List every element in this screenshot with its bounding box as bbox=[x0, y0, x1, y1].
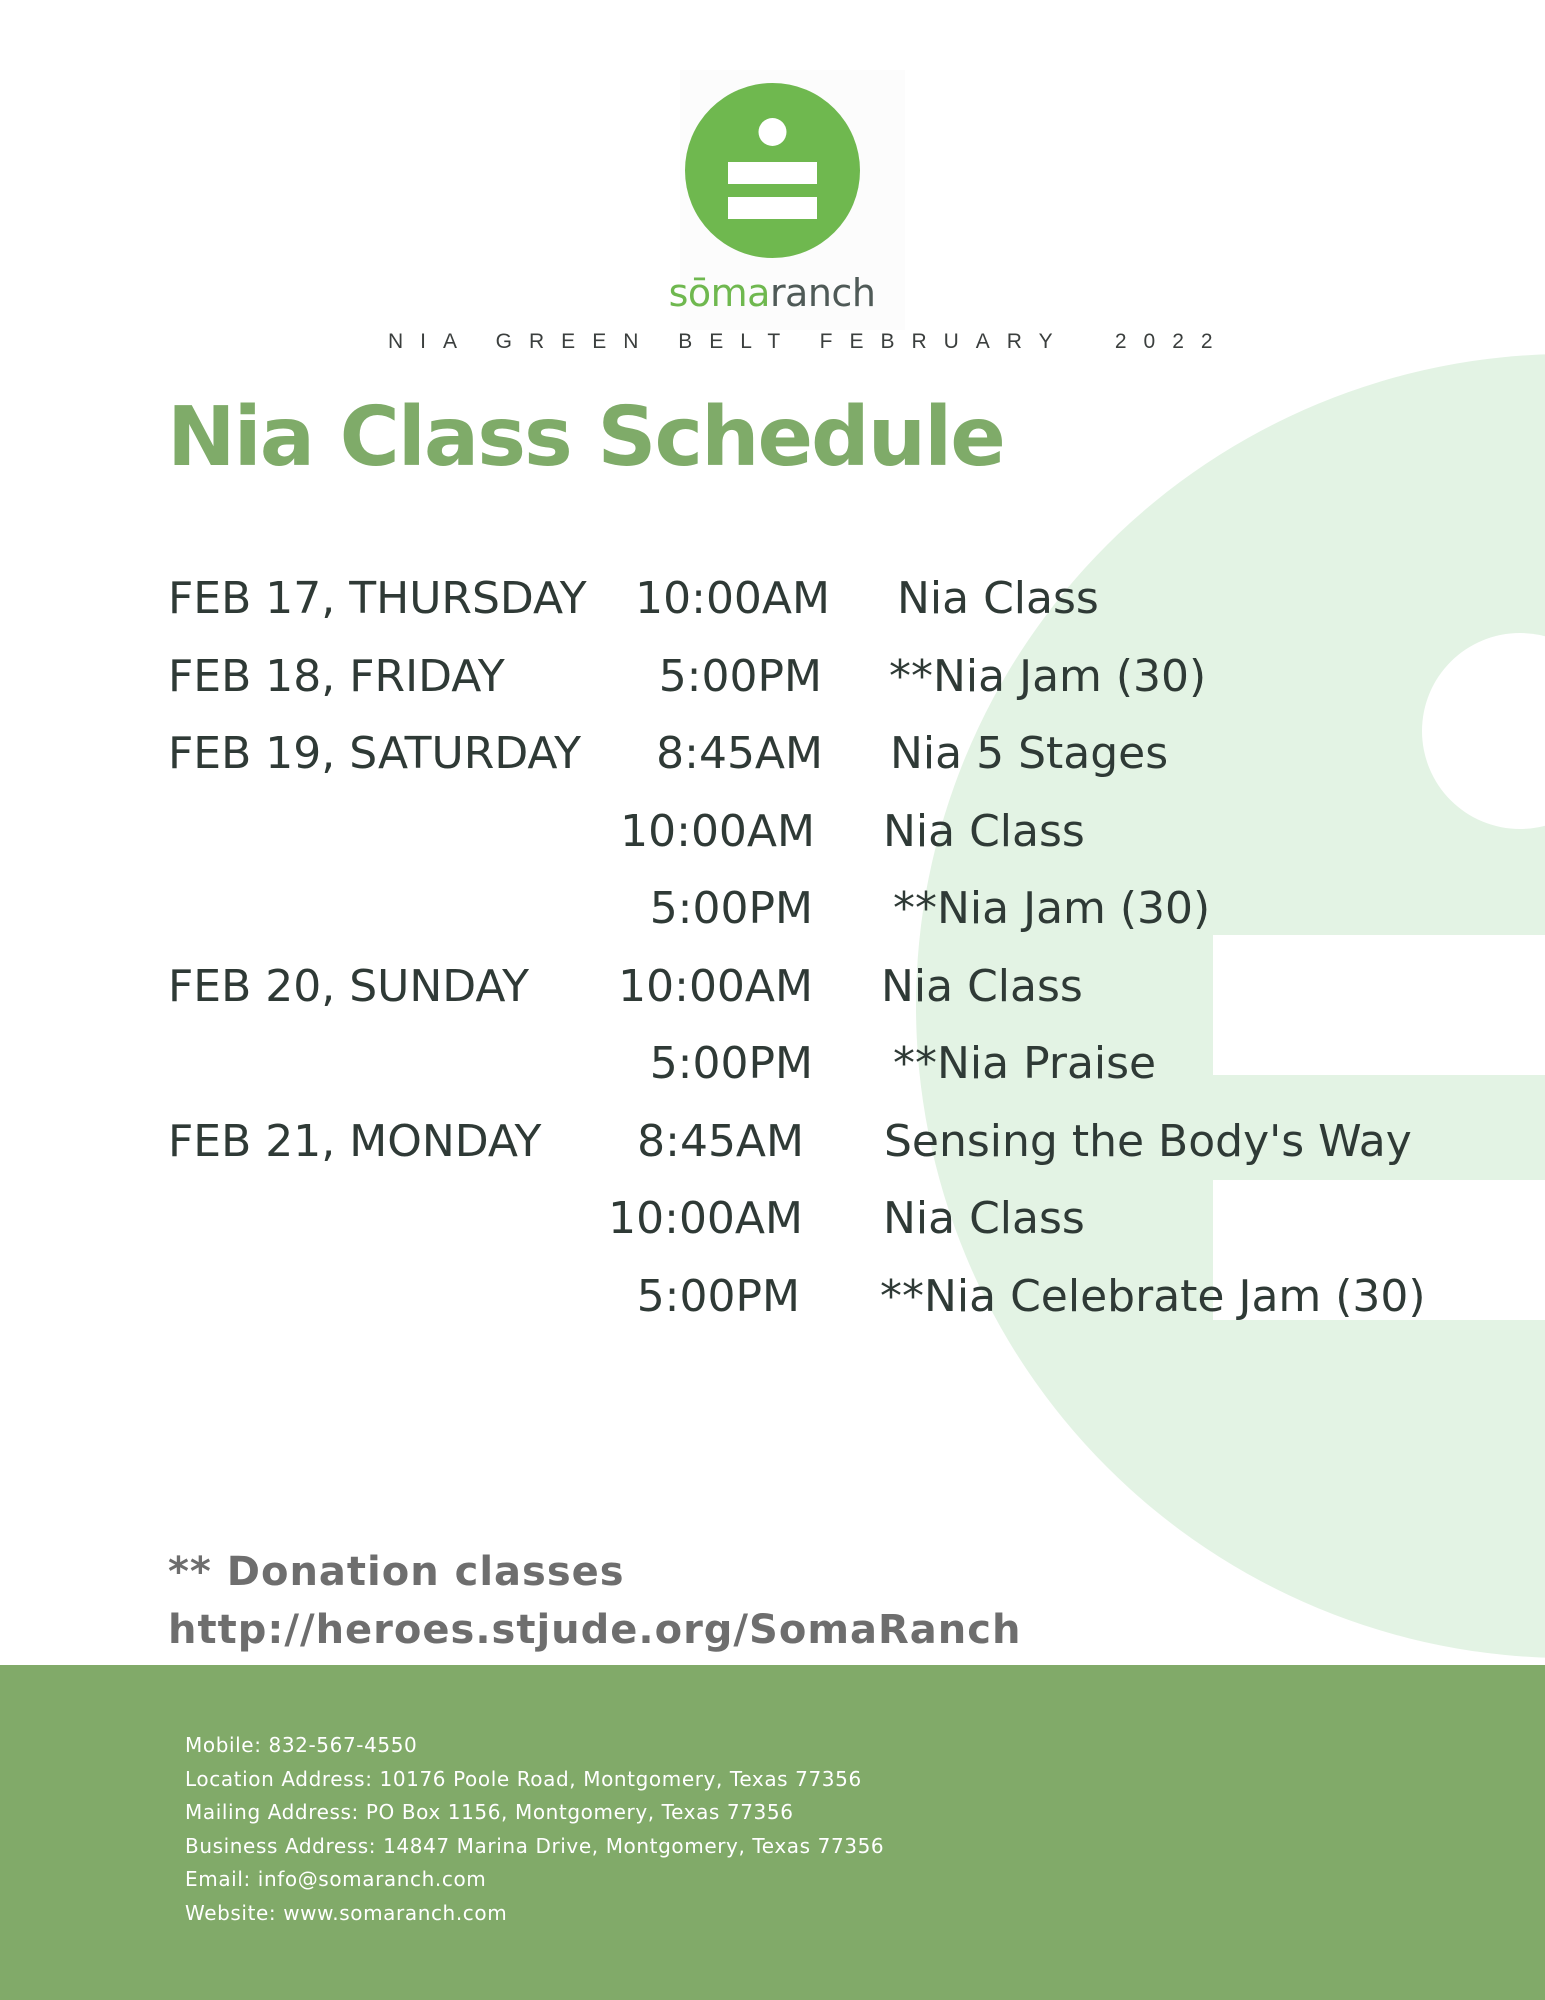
brand-name-soma: sōma bbox=[668, 271, 770, 315]
donation-label: ** Donation classes bbox=[168, 1549, 625, 1595]
schedule-class: **Nia Celebrate Jam (30) bbox=[880, 1271, 1426, 1322]
brand-wordmark bbox=[662, 268, 882, 318]
schedule-row bbox=[0, 564, 1545, 634]
schedule-row bbox=[0, 1262, 1545, 1332]
schedule-time: 5:00PM bbox=[636, 1271, 800, 1322]
schedule-day: FEB 21, MONDAY bbox=[168, 1116, 542, 1167]
schedule-time: 5:00PM bbox=[658, 651, 822, 702]
schedule-class: Nia 5 Stages bbox=[890, 728, 1169, 779]
brand-name-ranch: ranch bbox=[769, 271, 876, 315]
donation-note bbox=[168, 1543, 1021, 1659]
schedule-row bbox=[0, 797, 1545, 867]
contact-business-address: Business Address: 14847 Marina Drive, Montgomery, Texas 77356 bbox=[185, 1833, 885, 1858]
schedule-time: 10:00AM bbox=[635, 573, 830, 624]
schedule-class: Nia Class bbox=[881, 961, 1083, 1012]
schedule-class: **Nia Jam (30) bbox=[893, 883, 1211, 934]
schedule-class: Nia Class bbox=[897, 573, 1099, 624]
schedule-time: 8:45AM bbox=[656, 728, 823, 779]
schedule-class: Sensing the Body's Way bbox=[884, 1116, 1412, 1167]
contact-mobile: Mobile: 832-567-4550 bbox=[185, 1733, 418, 1757]
schedule-time: 10:00AM bbox=[618, 961, 813, 1012]
schedule-time: 5:00PM bbox=[649, 883, 813, 934]
schedule-row bbox=[0, 1029, 1545, 1099]
schedule-row bbox=[0, 1184, 1545, 1254]
schedule-class: Nia Class bbox=[883, 1193, 1085, 1244]
schedule-day: FEB 17, THURSDAY bbox=[168, 573, 587, 624]
soma-ranch-logo-icon bbox=[685, 83, 860, 258]
schedule-row bbox=[0, 874, 1545, 944]
schedule-row bbox=[0, 642, 1545, 712]
schedule-time: 8:45AM bbox=[637, 1116, 804, 1167]
schedule-class: **Nia Praise bbox=[893, 1038, 1157, 1089]
page-subtitle: NIA GREEN BELT FEBRUARY 2022 bbox=[388, 330, 1230, 353]
contact-location-address: Location Address: 10176 Poole Road, Montgomery, Texas 77356 bbox=[185, 1766, 862, 1791]
schedule-row bbox=[0, 719, 1545, 789]
schedule-time: 10:00AM bbox=[620, 806, 815, 857]
contact-email[interactable]: Email: info@somaranch.com bbox=[185, 1867, 487, 1891]
donation-link[interactable]: http://heroes.stjude.org/SomaRanch bbox=[168, 1607, 1022, 1653]
contact-mailing-address: Mailing Address: PO Box 1156, Montgomery, Texas 77356 bbox=[185, 1800, 794, 1824]
schedule-day: FEB 20, SUNDAY bbox=[168, 961, 529, 1012]
contact-website[interactable]: Website: www.somaranch.com bbox=[185, 1900, 508, 1925]
schedule-time: 5:00PM bbox=[649, 1038, 813, 1089]
schedule-row bbox=[0, 952, 1545, 1022]
schedule-day: FEB 18, FRIDAY bbox=[168, 651, 505, 702]
contact-info bbox=[185, 1729, 884, 1930]
schedule-class: Nia Class bbox=[883, 806, 1085, 857]
schedule-time: 10:00AM bbox=[608, 1193, 803, 1244]
page-title: Nia Class Schedule bbox=[167, 390, 1004, 485]
schedule-class: **Nia Jam (30) bbox=[889, 651, 1207, 702]
schedule-row bbox=[0, 1107, 1545, 1177]
schedule-day: FEB 19, SATURDAY bbox=[168, 728, 581, 779]
